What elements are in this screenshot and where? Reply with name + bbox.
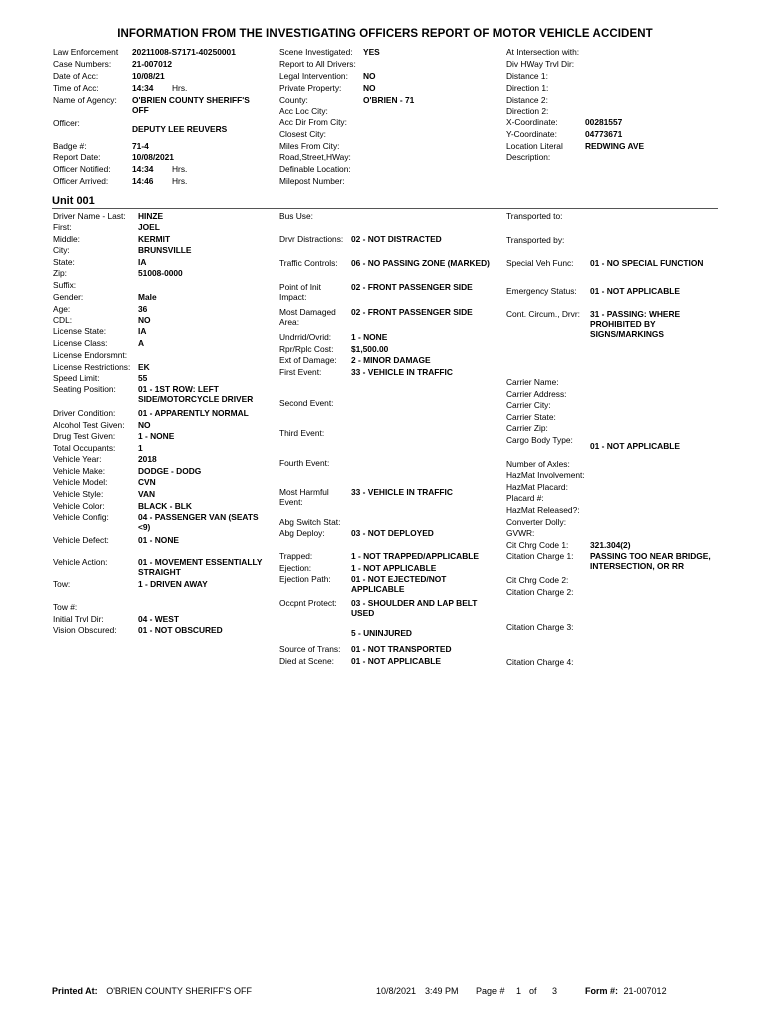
field-value: 5 - UNINJURED [351,628,412,638]
field-label: County: [279,95,308,105]
field-label: Citation Charge 3: [506,622,574,632]
field-label: Law Enforcement [53,47,119,57]
field-value: 04773671 [585,129,623,139]
field-value: O'BRIEN COUNTY SHERIFF'S OFF [132,95,250,115]
field-label: X-Coordinate: [506,117,558,127]
field-label: Distance 1: [506,71,548,81]
field-label: Carrier State: [506,412,556,422]
field-value: REDWING AVE [585,141,645,151]
field-label: Carrier City: [506,400,551,410]
field-label: Cit Chrg Code 1: [506,540,569,550]
field-label: Source of Trans: [279,644,341,654]
field-label: Scene Investigated: [279,47,353,57]
field-value: 02 - NOT DISTRACTED [351,234,442,244]
field-label: Date of Acc: [53,71,99,81]
field-value: DODGE - DODG [138,466,202,476]
field-value: 01 - APPARENTLY NORMAL [138,408,249,418]
footer-page-total: 3 [552,986,558,996]
unit-title: Unit 001 [52,195,95,207]
field-label: Time of Acc: [53,83,99,93]
field-label: Carrier Name: [506,377,559,387]
field-label: Trapped: [279,551,313,561]
field-label: Undrrid/Ovrid: [279,332,332,342]
field-label: Vehicle Make: [53,466,106,476]
field-label: Officer: [53,118,80,128]
field-value: 01 - NOT EJECTED/NOT APPLICABLE [351,574,447,594]
field-label: Acc Loc City: [279,106,328,116]
field-label: First Event: [279,367,322,377]
field-value: JOEL [138,222,160,232]
field-value: 01 - NO SPECIAL FUNCTION [590,258,704,268]
field-value: 01 - NOT OBSCURED [138,625,223,635]
field-label: Rpr/Rplc Cost: [279,344,334,354]
field-value: 1 - DRIVEN AWAY [138,579,208,589]
field-label: Vehicle Action: [53,557,108,567]
field-label: Transported to: [506,211,563,221]
field-value: 1 [138,443,143,453]
field-value: 10/08/2021 [132,152,174,162]
field-value: 71-4 [132,141,149,151]
field-value: 20211008-S7171-40250001 [132,47,236,57]
footer-form-label: Form #: [585,986,619,996]
field-label: Bus Use: [279,211,313,221]
field-value: 14:34 [132,83,154,93]
field-label: License Restrictions: [53,362,131,372]
field-value: EK [138,362,150,372]
field-value: PASSING TOO NEAR BRIDGE, INTERSECTION, OR RR [590,551,711,571]
field-value: 2 - MINOR DAMAGE [351,355,431,365]
field-label: License State: [53,326,107,336]
field-label: Ejection: [279,563,312,573]
field-value: NO [138,315,151,325]
field-value: 03 - NOT DEPLOYED [351,528,434,538]
field-value: 01 - NOT APPLICABLE [590,441,680,451]
field-value: NO [138,420,151,430]
field-label: Converter Dolly: [506,517,567,527]
footer-of-label: of [529,986,537,996]
footer-time: 3:49 PM [425,986,459,996]
report-title: INFORMATION FROM THE INVESTIGATING OFFICERS REPORT OF MOTOR VEHICLE ACCIDENT [117,28,653,40]
field-label: Citation Charge 2: [506,587,574,597]
field-label: Milepost Number: [279,176,345,186]
field-value: 01 - NONE [138,535,179,545]
field-value: CVN [138,477,156,487]
field-label: State: [53,257,75,267]
field-value: KERMIT [138,234,171,244]
field-label: Cargo Body Type: [506,435,573,445]
field-value: 321.304(2) [590,540,631,550]
field-label: Drvr Distractions: [279,234,344,244]
field-value: 02 - FRONT PASSENGER SIDE [351,282,473,292]
field-label: Vision Obscured: [53,625,117,635]
footer-printed-at [52,986,252,996]
field-value: 21-007012 [132,59,173,69]
field-label: Carrier Zip: [506,423,548,433]
field-value: 51008-0000 [138,268,183,278]
field-label: At Intersection with: [506,47,580,57]
field-value: 06 - NO PASSING ZONE (MARKED) [351,258,490,268]
field-label: Cit Chrg Code 2: [506,575,569,585]
field-value: NO [363,71,376,81]
field-label: Tow #: [53,602,78,612]
field-value: 02 - FRONT PASSENGER SIDE [351,307,473,317]
field-label: Closest City: [279,129,327,139]
field-label: Point of Init Impact: [279,282,321,302]
field-value: 01 - NOT TRANSPORTED [351,644,452,654]
field-value: BRUNSVILLE [138,245,192,255]
field-value: 10/08/21 [132,71,165,81]
field-label: Vehicle Config: [53,512,109,522]
field-value: 33 - VEHICLE IN TRAFFIC [351,367,453,377]
field-label: Occpnt Protect: [279,598,337,608]
field-label: Miles From City: [279,141,340,151]
field-label: Citation Charge 1: [506,551,574,561]
field-value: IA [138,326,147,336]
footer-date: 10/8/2021 [376,986,417,996]
field-label: Badge #: [53,141,87,151]
field-label: Died at Scene: [279,656,334,666]
field-label: Initial Trvl Dir: [53,614,104,624]
field-label: Placard #: [506,493,544,503]
field-label: Suffix: [53,280,77,290]
field-label: License Endorsmnt: [53,350,128,360]
field-value: 36 [138,304,148,314]
field-label: Alcohol Test Given: [53,420,125,430]
field-label: Abg Deploy: [279,528,325,538]
field-value: Male [138,292,157,302]
field-label: Drug Test Given: [53,431,116,441]
footer-form-value: 21-007012 [623,986,667,996]
field-label: Legal Intervention: [279,71,348,81]
field-label: Fourth Event: [279,458,330,468]
field-label: Vehicle Color: [53,501,105,511]
footer-page-number: 1 [516,986,522,996]
field-label: Report Date: [53,152,101,162]
field-label: Definable Location: [279,164,351,174]
field-label: Direction 1: [506,83,549,93]
field-label: Traffic Controls: [279,258,338,268]
field-label: Special Veh Func: [506,258,574,268]
field-label: First: [53,222,72,232]
field-value: 33 - VEHICLE IN TRAFFIC [351,487,453,497]
field-label: Location Literal [506,141,563,151]
field-label: City: [53,245,70,255]
field-label: Cont. Circum., Drvr: [506,309,580,319]
field-label: Third Event: [279,428,325,438]
field-label: CDL: [53,315,73,325]
field-value: DEPUTY LEE REUVERS [132,124,228,134]
field-value: NO [363,83,376,93]
field-value: 03 - SHOULDER AND LAP BELT USED [351,598,478,618]
field-label: Transported by: [506,235,565,245]
field-value: HINZE [138,211,164,221]
field-label: GVWR: [506,528,535,538]
field-value: 00281557 [585,117,623,127]
field-unit: Hrs. [172,176,188,186]
field-label: Zip: [53,268,67,278]
field-label: Div HWay Trvl Dir: [506,59,575,69]
field-label: Y-Coordinate: [506,129,557,139]
field-label: Name of Agency: [53,95,117,105]
field-value: YES [363,47,380,57]
field-label: HazMat Placard: [506,482,568,492]
field-value: 14:46 [132,176,154,186]
field-label: Report to All Drivers: [279,59,356,69]
field-label: Road,Street,HWay: [279,152,351,162]
field-label: Officer Notified: [53,164,111,174]
field-label: Tow: [53,579,71,589]
footer-printed-value: O'BRIEN COUNTY SHERIFF'S OFF [106,986,252,996]
field-value: VAN [138,489,156,499]
field-value: 1 - NOT APPLICABLE [351,563,437,573]
field-value: O'BRIEN - 71 [363,95,415,105]
footer-form-number [585,986,667,996]
field-label: Carrier Address: [506,389,567,399]
field-value: A [138,338,145,348]
field-label: Number of Axles: [506,459,570,469]
field-value: $1,500.00 [351,344,389,354]
field-label: Vehicle Model: [53,477,108,487]
field-value: 55 [138,373,148,383]
field-label: License Class: [53,338,108,348]
field-label: Ejection Path: [279,574,331,584]
field-value: 14:34 [132,164,154,174]
field-label: Speed Limit: [53,373,100,383]
field-value: IA [138,257,147,267]
field-value: 01 - NOT APPLICABLE [351,656,441,666]
field-label: Vehicle Defect: [53,535,109,545]
field-label: HazMat Involvement: [506,470,585,480]
field-label: Age: [53,304,71,314]
field-label: Case Numbers: [53,59,112,69]
field-label: Officer Arrived: [53,176,109,186]
field-label: Most Damaged Area: [279,307,336,327]
field-value: BLACK - BLK [138,501,192,511]
field-label: Second Event: [279,398,334,408]
field-value: 31 - PASSING: WHERE PROHIBITED BY SIGNS/MARKINGS [590,309,681,339]
field-label: Acc Dir From City: [279,117,347,127]
field-label: Most Harmful Event: [279,487,329,507]
field-label: Gender: [53,292,84,302]
field-label: Vehicle Style: [53,489,104,499]
field-value: 01 - 1ST ROW: LEFT SIDE/MOTORCYCLE DRIVER [138,384,254,404]
section-divider [52,208,718,209]
field-value: 04 - PASSENGER VAN (SEATS <9) [138,512,259,532]
field-label: Description: [506,152,551,162]
field-label: Seating Position: [53,384,116,394]
field-value: 01 - MOVEMENT ESSENTIALLY STRAIGHT [138,557,263,577]
field-label: Direction 2: [506,106,549,116]
field-value: 1 - NOT TRAPPED/APPLICABLE [351,551,479,561]
footer-printed-label: Printed At: [52,986,98,996]
field-label: Private Property: [279,83,342,93]
field-value: 2018 [138,454,157,464]
field-label: Driver Name - Last: [53,211,126,221]
field-unit: Hrs. [172,164,188,174]
field-value: 04 - WEST [138,614,179,624]
field-label: Distance 2: [506,95,548,105]
field-label: Total Occupants: [53,443,116,453]
field-label: Ext of Damage: [279,355,337,365]
field-value: 1 - NONE [351,332,388,342]
field-label: Middle: [53,234,80,244]
field-label: HazMat Released?: [506,505,580,515]
field-unit: Hrs. [172,83,188,93]
field-label: Citation Charge 4: [506,657,574,667]
field-label: Emergency Status: [506,286,577,296]
field-value: 1 - NONE [138,431,175,441]
field-label: Abg Switch Stat: [279,517,341,527]
footer-page-label: Page # [476,986,505,996]
field-value: 01 - NOT APPLICABLE [590,286,680,296]
field-label: Driver Condition: [53,408,116,418]
field-label: Vehicle Year: [53,454,102,464]
